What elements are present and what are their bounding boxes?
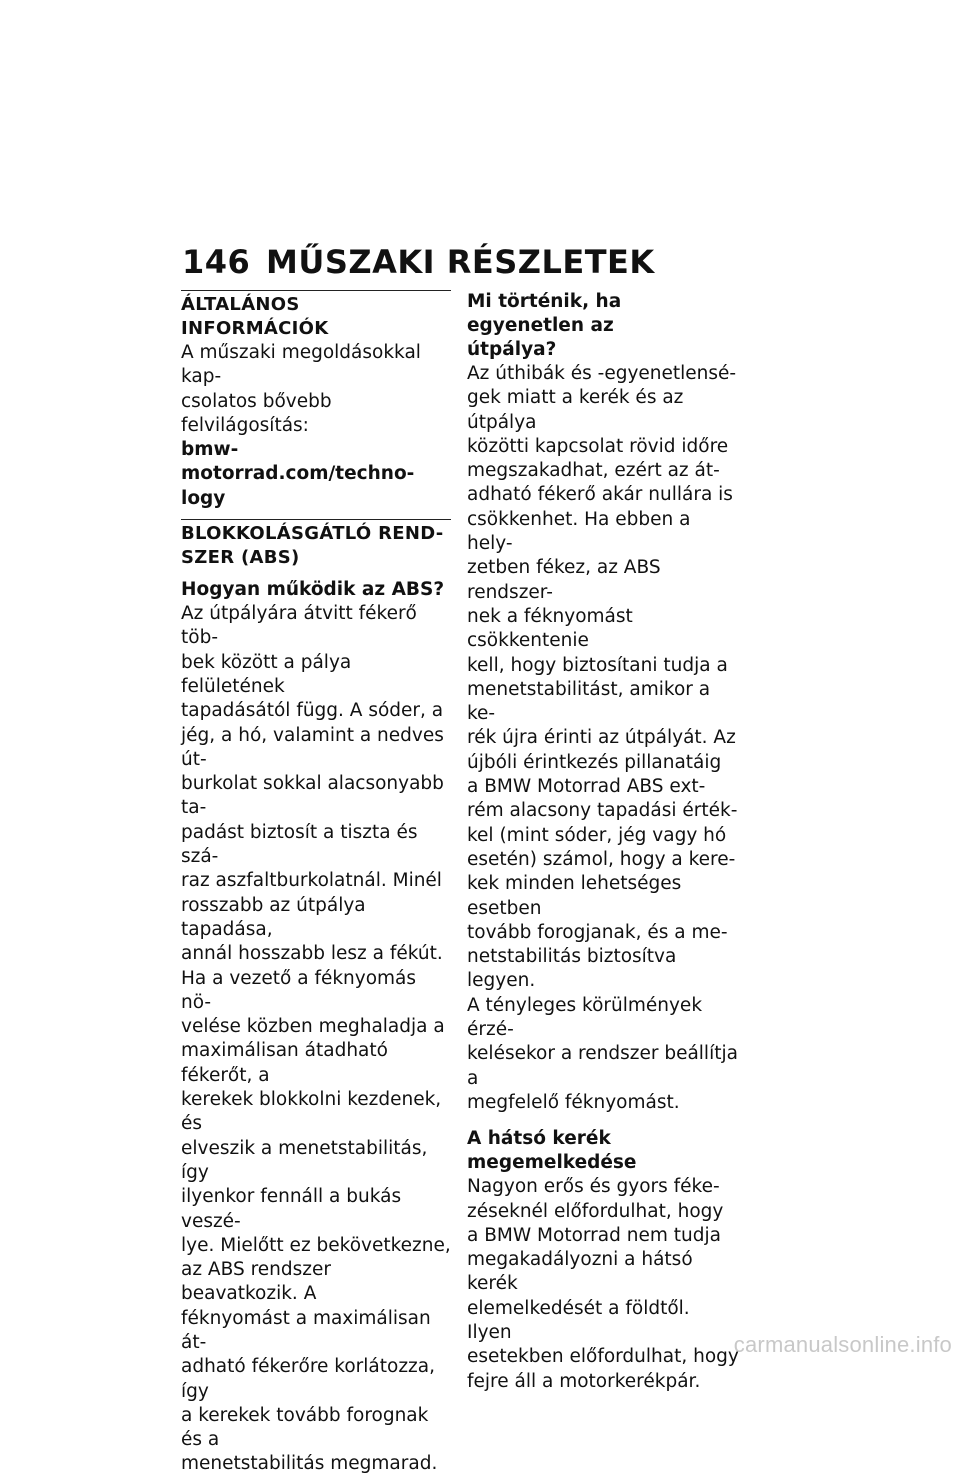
text-line: újbóli érintkezés pillanatáig [467,751,722,773]
left-column [181,290,451,1477]
section-title-abs: SZER (ABS) [181,547,300,569]
text-line: féknyomást a maximálisan át- [181,1307,431,1353]
subsection-title-uneven-road: útpálya? [467,339,557,360]
right-column [467,290,739,1394]
technology-url-line: bmw-motorrad.com/techno- [181,439,415,485]
general-info-text-line: A műszaki megoldásokkal kap- [181,342,421,388]
text-line: menetstabilitás megmarad. [181,1453,438,1475]
watermark-text: carmanualsonline.info [733,1332,952,1357]
text-line: zetben fékez, az ABS rendszer- [467,557,661,603]
text-line: ilyenkor fennáll a bukás veszé- [181,1186,402,1232]
paragraph-uneven-road [467,362,739,1115]
text-line: a BMW Motorrad ABS ext- [467,776,706,798]
paragraph-abs-intervention [181,967,451,1477]
paragraph-rear-wheel-lift [467,1175,739,1394]
text-line: tapadásától függ. A sóder, a [181,700,444,722]
text-line: kek minden lehetséges esetben [467,873,682,919]
section-divider [181,519,451,520]
text-line: kell, hogy biztosítani tudja a [467,654,728,676]
text-line: Ha a vezető a féknyomás nö- [181,967,417,1013]
section-divider [181,290,451,291]
text-line: rosszabb az útpálya tapadása, [181,894,366,940]
chapter-title: MŰSZAKI RÉSZLETEK [266,243,655,281]
text-line: elveszik a menetstabilitás, így [181,1137,428,1183]
text-line: gek miatt a kerék és az útpálya [467,387,684,433]
text-line: rék újra érinti az útpályát. Az [467,727,736,749]
text-line: raz aszfaltburkolatnál. Minél [181,870,442,892]
text-line: kelésekor a rendszer beállítja a [467,1043,738,1089]
page-number: 146 [182,243,251,281]
subsection-title-uneven-road: Mi történik, ha egyenetlen az [467,291,622,336]
text-line: padást biztosít a tiszta és szá- [181,821,418,868]
text-line: tovább forogjanak, és a me- [467,921,728,943]
text-line: rém alacsony tapadási érték- [467,800,738,822]
section-title-abs: BLOKKOLÁSGÁTLÓ REND- [181,523,444,545]
section-title-general-info: ÁLTALÁNOS INFORMÁCIÓK [181,294,329,339]
general-info-text-line: csolatos bővebb felvilágosítás: [181,390,332,436]
text-line: megfelelő féknyomást. [467,1091,680,1113]
text-line: Az úthibák és -egyenetlensé- [467,363,737,384]
text-line: bek között a pálya felületének [181,651,352,697]
text-line: lye. Mielőtt ez bekövetkezne, [181,1234,451,1256]
text-line: nek a féknyomást csökkentenie [467,605,633,652]
text-line: megakadályozni a hátsó kerék [467,1249,693,1295]
text-line: megszakadhat, ezért az át- [467,460,720,482]
text-line: adható fékerőre korlátozza, így [181,1356,435,1402]
text-line: maximálisan átadható fékerőt, a [181,1040,388,1086]
technology-url-line: logy [181,487,226,509]
text-line: csökkenhet. Ha ebben a hely- [467,508,691,555]
text-line: adható fékerő akár nullára is [467,484,733,506]
page-header [182,240,655,284]
text-line: menetstabilitást, amikor a ke- [467,678,711,725]
text-line: A tényleges körülmények érzé- [467,994,703,1041]
text-line: burkolat sokkal alacsonyabb ta- [181,773,444,819]
text-line: a BMW Motorrad nem tudja [467,1224,721,1246]
text-line: kel (mint sóder, jég vagy hó [467,824,727,846]
text-line: közötti kapcsolat rövid időre [467,435,729,457]
text-line: az ABS rendszer beavatkozik. A [181,1259,331,1305]
text-line: zéseknél előfordulhat, hogy [467,1200,724,1222]
paragraph-abs-traction [181,602,451,966]
text-line: elemelkedését a földtől. Ilyen [467,1297,690,1343]
text-line: kerekek blokkolni kezdenek, és [181,1089,442,1135]
text-line: esetén) számol, hogy a kere- [467,848,736,870]
text-line: annál hosszabb lesz a fékút. [181,943,443,965]
text-line: Nagyon erős és gyors féke- [467,1176,720,1198]
subsection-title-rear-wheel-lift: A hátsó kerék [467,1128,611,1150]
text-line: jég, a hó, valamint a nedves út- [181,724,444,770]
text-line: fejre áll a motorkerékpár. [467,1370,701,1392]
text-line: esetekben előfordulhat, hogy [467,1346,739,1368]
subsection-title-rear-wheel-lift: megemelkedése [467,1152,637,1174]
text-line: a kerekek tovább forognak és a [181,1404,429,1451]
subsection-title-how-abs-works: Hogyan működik az ABS? [181,579,445,601]
text-line: Az útpályára átvitt fékerő töb- [181,603,417,649]
text-line: velése közben meghaladja a [181,1016,445,1038]
text-line: netstabilitás biztosítva legyen. [467,946,677,992]
